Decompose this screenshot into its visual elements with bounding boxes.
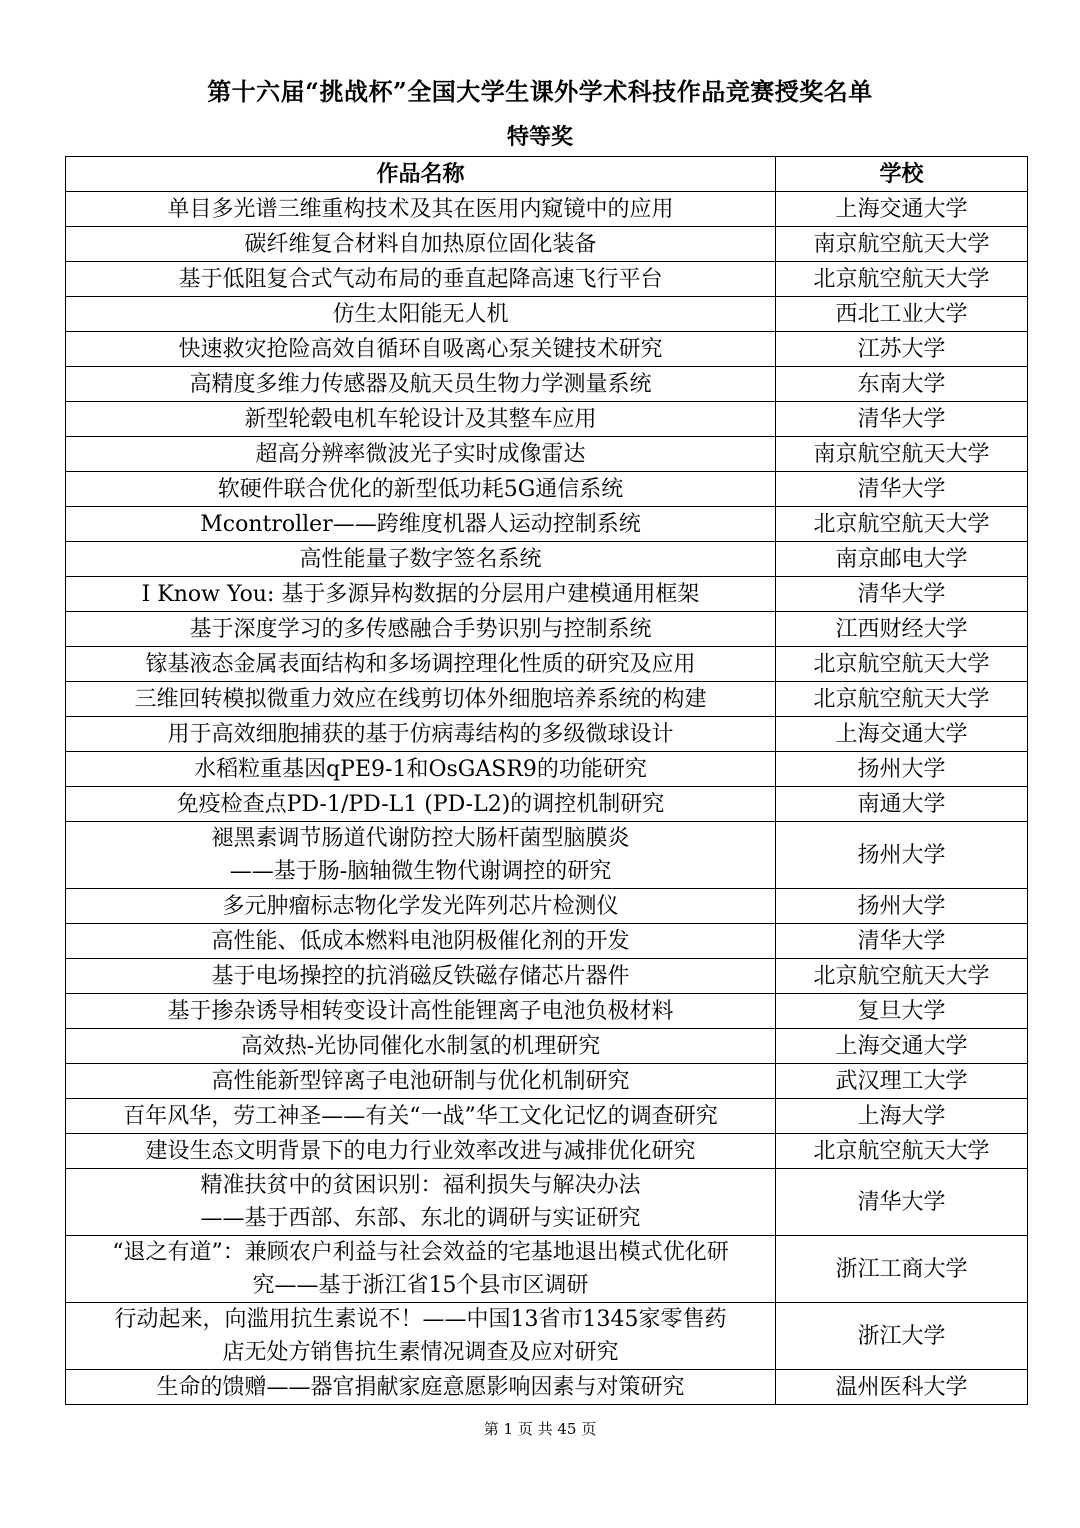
school-cell: 南京航空航天大学 [776,227,1028,262]
table-row [66,752,1028,787]
table-row [66,1303,1028,1370]
work-name-text: ——基于肠-脑轴微生物代谢调控的研究 [229,859,612,884]
work-name-text: 行动起来，向滥用抗生素说不！——中国13省市1345家零售药 [114,1307,727,1332]
table-row [66,192,1028,227]
work-name-cell [66,1029,776,1064]
work-name-text: 基于深度学习的多传感融合手势识别与控制系统 [189,616,652,642]
table-header-row [66,157,1028,192]
work-name-cell [66,959,776,994]
table-row [66,1370,1028,1405]
table-row [66,1169,1028,1236]
table-row [66,647,1028,682]
school-cell: 南通大学 [776,787,1028,822]
work-name-cell [66,682,776,717]
work-name-cell [66,822,776,889]
work-name-cell [66,889,776,924]
work-name-cell [66,1236,776,1303]
table-row [66,682,1028,717]
school-cell: 南京航空航天大学 [776,437,1028,472]
work-name-text: 高性能、低成本燃料电池阴极催化剂的开发 [211,928,630,954]
school-cell: 浙江大学 [776,1303,1028,1370]
school-cell: 东南大学 [776,367,1028,402]
work-name-cell [66,1099,776,1134]
school-cell: 扬州大学 [776,889,1028,924]
table-row [66,717,1028,752]
work-name-cell [66,437,776,472]
school-cell: 西北工业大学 [776,297,1028,332]
work-name-text: 免疫检查点PD-1/PD-L1 (PD-L2)的调控机制研究 [176,791,665,817]
school-cell: 浙江工商大学 [776,1236,1028,1303]
header-school: 学校 [776,157,1028,192]
school-cell: 南京邮电大学 [776,542,1028,577]
school-cell: 北京航空航天大学 [776,507,1028,542]
school-cell: 清华大学 [776,472,1028,507]
header-work-name: 作品名称 [66,157,776,192]
work-name-cell [66,1169,776,1236]
school-cell: 清华大学 [776,1169,1028,1236]
work-name-text: 用于高效细胞捕获的基于仿病毒结构的多级微球设计 [167,721,674,747]
work-name-cell [66,577,776,612]
table-row [66,507,1028,542]
school-cell: 北京航空航天大学 [776,262,1028,297]
work-name-cell [66,717,776,752]
award-section-title: 特等奖 [506,125,573,150]
work-name-text: 高精度多维力传感器及航天员生物力学测量系统 [189,371,652,397]
work-name-text: 多元肿瘤标志物化学发光阵列芯片检测仪 [222,893,619,919]
school-cell: 上海交通大学 [776,717,1028,752]
work-name-text: 百年风华，劳工神圣——有关“一战”华工文化记忆的调查研究 [123,1103,718,1129]
work-name-text: 高性能新型锌离子电池研制与优化机制研究 [211,1068,630,1094]
work-name-text: 褪黑素调节肠道代谢防控大肠杆菌型脑膜炎 [211,826,630,851]
document-title: 第十六届“挑战杯”全国大学生课外学术科技作品竞赛授奖名单 [207,77,873,106]
table-row [66,367,1028,402]
table-row [66,1134,1028,1169]
table-row [66,1099,1028,1134]
school-cell: 北京航空航天大学 [776,959,1028,994]
school-cell: 北京航空航天大学 [776,1134,1028,1169]
table-row [66,959,1028,994]
table-row [66,1064,1028,1099]
work-name-cell [66,227,776,262]
work-name-text: 基于低阻复合式气动布局的垂直起降高速飞行平台 [178,266,663,292]
work-name-cell [66,192,776,227]
work-name-cell [66,612,776,647]
work-name-cell [66,472,776,507]
work-name-cell [66,402,776,437]
page-footer: 第 1 页 共 45 页 [483,1420,597,1438]
work-name-cell [66,367,776,402]
work-name-cell [66,507,776,542]
table-row [66,262,1028,297]
work-name-text: I Know You: 基于多源异构数据的分层用户建模通用框架 [141,581,700,607]
work-name-text: 基于掺杂诱导相转变设计高性能锂离子电池负极材料 [167,998,674,1024]
work-name-text: 店无处方销售抗生素情况调查及应对研究 [222,1340,619,1365]
table-row [66,889,1028,924]
work-name-cell [66,1303,776,1370]
work-name-text: 精准扶贫中的贫困识别：福利损失与解决办法 [200,1173,641,1198]
work-name-text: 镓基液态金属表面结构和多场调控理化性质的研究及应用 [145,651,696,677]
table-row [66,1236,1028,1303]
work-name-cell [66,542,776,577]
school-cell: 扬州大学 [776,752,1028,787]
table-row [66,924,1028,959]
work-name-text: 高效热-光协同催化水制氢的机理研究 [240,1033,601,1059]
table-row [66,437,1028,472]
school-cell: 江苏大学 [776,332,1028,367]
table-row [66,297,1028,332]
work-name-text: 建设生态文明背景下的电力行业效率改进与减排优化研究 [145,1138,696,1164]
work-name-text: 快速救灾抢险高效自循环自吸离心泵关键技术研究 [178,336,663,362]
table-row [66,822,1028,889]
work-name-text: Mcontroller——跨维度机器人运动控制系统 [200,511,641,537]
table-row [66,577,1028,612]
school-cell: 北京航空航天大学 [776,682,1028,717]
school-cell: 温州医科大学 [776,1370,1028,1405]
table-row [66,227,1028,262]
awards-table [65,156,1028,1405]
school-cell: 复旦大学 [776,994,1028,1029]
work-name-cell [66,262,776,297]
table-row [66,332,1028,367]
work-name-cell [66,924,776,959]
work-name-text: ——基于西部、东部、东北的调研与实证研究 [200,1206,641,1231]
school-cell: 扬州大学 [776,822,1028,889]
work-name-cell [66,647,776,682]
school-cell: 清华大学 [776,402,1028,437]
school-cell: 北京航空航天大学 [776,647,1028,682]
work-name-text: 基于电场操控的抗消磁反铁磁存储芯片器件 [211,963,630,989]
table-row [66,472,1028,507]
work-name-cell [66,297,776,332]
work-name-text: 仿生太阳能无人机 [332,301,509,327]
work-name-text: 超高分辨率微波光子实时成像雷达 [255,441,586,467]
work-name-text: 软硬件联合优化的新型低功耗5G通信系统 [217,476,624,502]
work-name-text: 碳纤维复合材料自加热原位固化装备 [244,231,597,257]
work-name-text: “退之有道”：兼顾农户利益与社会效益的宅基地退出模式优化研 [112,1240,729,1265]
work-name-cell [66,994,776,1029]
table-row [66,612,1028,647]
school-cell: 武汉理工大学 [776,1064,1028,1099]
work-name-text: 究——基于浙江省15个县市区调研 [252,1273,589,1298]
work-name-text: 新型轮毂电机车轮设计及其整车应用 [244,406,597,432]
work-name-cell [66,1370,776,1405]
work-name-text: 高性能量子数字签名系统 [299,546,542,572]
school-cell: 清华大学 [776,577,1028,612]
school-cell: 江西财经大学 [776,612,1028,647]
table-row [66,787,1028,822]
work-name-text: 水稻粒重基因qPE9-1和OsGASR9的功能研究 [194,756,647,782]
work-name-cell [66,787,776,822]
work-name-text: 三维回转模拟微重力效应在线剪切体外细胞培养系统的构建 [134,686,707,712]
table-row [66,994,1028,1029]
school-cell: 上海大学 [776,1099,1028,1134]
work-name-text: 生命的馈赠——器官捐献家庭意愿影响因素与对策研究 [156,1374,685,1400]
work-name-cell [66,1134,776,1169]
work-name-cell [66,752,776,787]
school-cell: 上海交通大学 [776,1029,1028,1064]
work-name-cell [66,332,776,367]
work-name-cell [66,1064,776,1099]
school-cell: 清华大学 [776,924,1028,959]
table-row [66,402,1028,437]
work-name-text: 单目多光谱三维重构技术及其在医用内窥镜中的应用 [167,196,674,222]
table-row [66,1029,1028,1064]
school-cell: 上海交通大学 [776,192,1028,227]
table-row [66,542,1028,577]
